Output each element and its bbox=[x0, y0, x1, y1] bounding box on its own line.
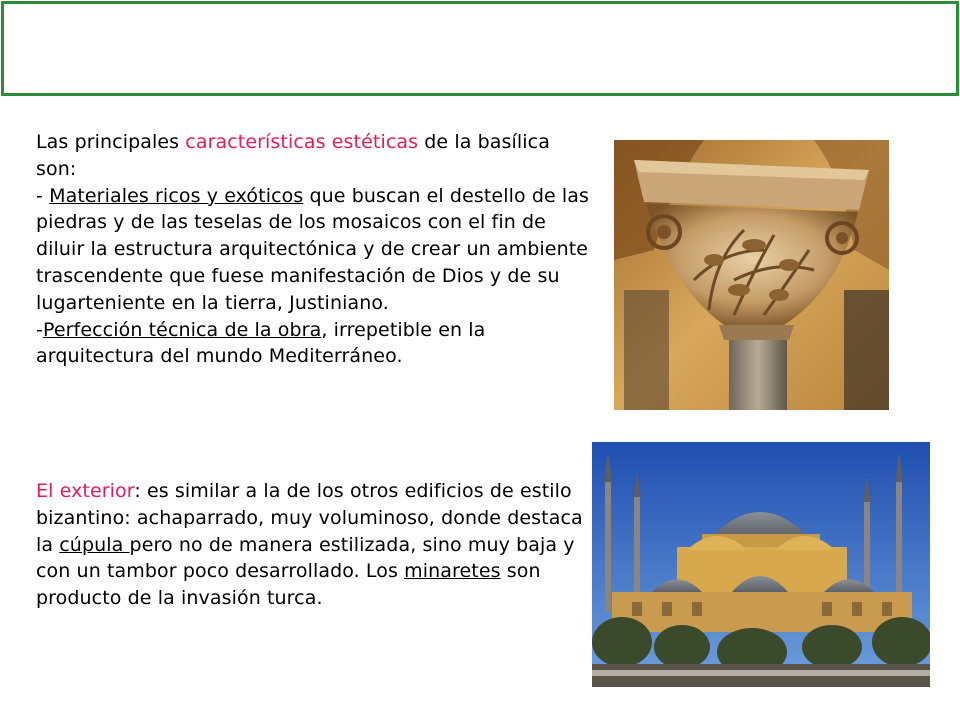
exterior-paragraph bbox=[36, 478, 596, 612]
underline-technical-perfection: Perfección técnica de la obra bbox=[42, 318, 322, 341]
aesthetic-characteristics-paragraph bbox=[36, 129, 596, 370]
highlight-exterior: El exterior bbox=[36, 480, 135, 502]
text-perfection-desc: , irrepetible en la arquitectura del mundo Mediterráneo. bbox=[36, 318, 486, 368]
bullet-dash-2: - bbox=[36, 318, 43, 341]
underline-dome: cúpula bbox=[59, 533, 130, 556]
underline-minarets: minaretes bbox=[404, 560, 501, 583]
text-minarets-desc: son producto de la invasión turca. bbox=[36, 560, 541, 610]
text-basilica: de la basílica son: bbox=[36, 131, 550, 180]
text-intro: Las principales bbox=[36, 131, 186, 153]
hagia-sophia-exterior-photo bbox=[592, 442, 930, 687]
title-frame bbox=[1, 1, 959, 96]
text-exterior-desc: : es similar a la de los otros edificios de estilo bizantino: achaparrado, muy voluminoso, donde destaca la bbox=[36, 480, 583, 556]
text-materials-desc: que buscan el destello de las piedras y de las teselas de los mosaicos con el fin de diluir la estructura arquitectónica y de crear un ambiente trascendente que fuese manifestación de Dios y de su lugarteniente en la tierra, Justiniano. bbox=[36, 184, 590, 314]
byzantine-capital-photo bbox=[614, 140, 889, 410]
bullet-dash: - bbox=[36, 184, 50, 207]
underline-rich-materials: Materiales ricos y exóticos bbox=[49, 184, 304, 207]
highlight-aesthetic-features: características estéticas bbox=[185, 131, 419, 153]
text-dome-desc: pero no de manera estilizada, sino muy baja y con un tambor poco desarrollado. Los bbox=[36, 533, 575, 583]
